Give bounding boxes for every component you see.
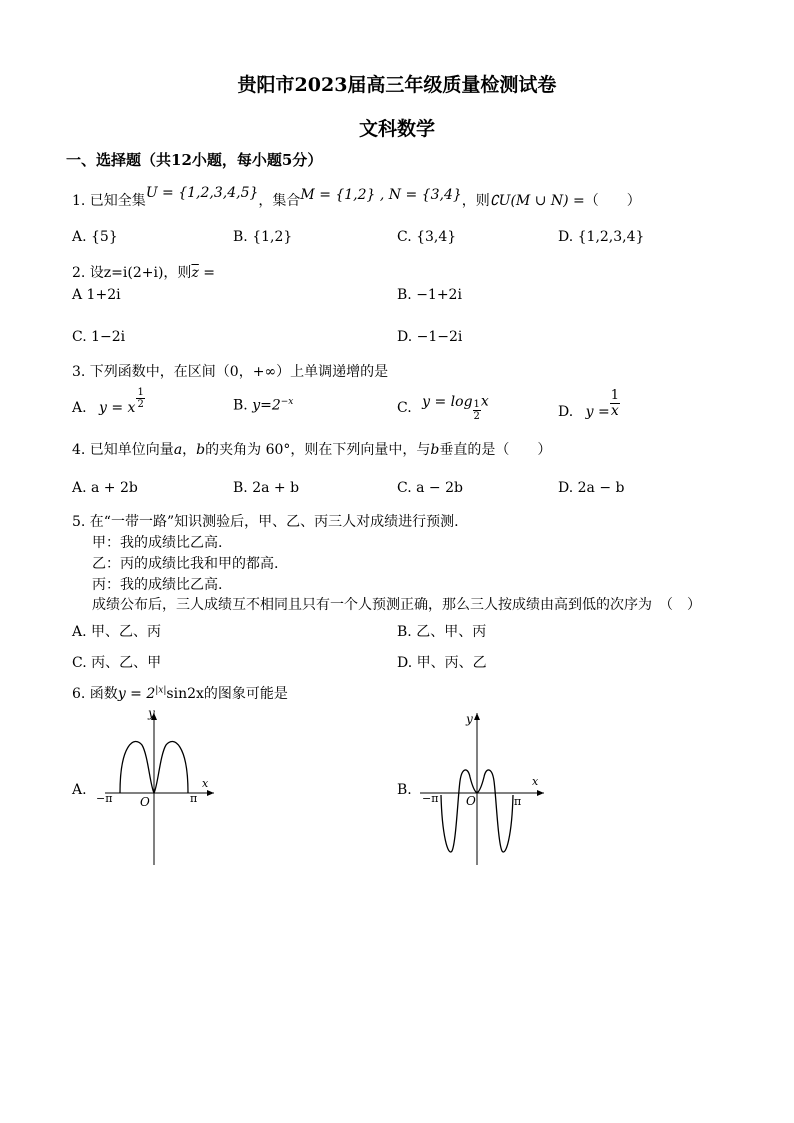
q4-vector-a: a (173, 442, 183, 458)
q6-graph-a (90, 705, 220, 870)
q1-expression: ∁U(M ∪ N) = (489, 193, 585, 209)
y-axis-label: y (466, 712, 473, 726)
q4-stem-b: 的夹角为 60°，则在下列向量中，与 (205, 442, 431, 458)
q1-stem-b: ，集合 (258, 193, 301, 209)
q3-label-d: D. (558, 403, 574, 420)
q3-a-exp-den: 2 (137, 398, 144, 410)
q5-line-4: 成绩公布后，三人成绩互不相同且只有一个人预测正确，那么三人按成绩由高到低的次序为 （ ） (92, 597, 701, 613)
y-axis-arrow (474, 713, 480, 720)
q2-option-a: A 1+2i (72, 287, 121, 303)
origin-label: O (466, 794, 476, 808)
question-4 (72, 439, 551, 459)
q3-label-a: A. (72, 400, 87, 416)
q3-a-base: y = x (99, 400, 136, 416)
question-3: 3. 下列函数中，在区间（0，+∞）上单调递增的是 (72, 364, 389, 380)
q3-a-exp-num: 1 (137, 386, 144, 398)
q3-c-arg: x (480, 393, 489, 410)
q3-label-c: C. (397, 399, 412, 416)
q3-b-base: y=2 (252, 397, 281, 414)
q2-equals: = (203, 265, 216, 281)
q3-a-exponent (136, 387, 144, 410)
q3-option-d (558, 388, 620, 419)
x-axis-label: x (532, 775, 539, 788)
q3-b-exponent: −x (280, 397, 294, 407)
q6-func-base: y = 2 (117, 686, 156, 702)
q5-line-3: 丙：我的成绩比乙高. (92, 577, 223, 593)
q4-separator: ， (182, 442, 197, 458)
q2-stem: 2. 设z=i(2+i)，则 (72, 265, 192, 281)
q5-line-1: 甲：我的成绩比乙高. (92, 535, 223, 551)
q1-option-a: A. {5} (72, 229, 118, 245)
q3-c-log: y = log (422, 393, 473, 410)
question-1 (72, 185, 641, 210)
q4-option-d: D. 2a − b (558, 480, 625, 496)
x-axis-arrow (207, 790, 214, 796)
neg-pi-label: −π (422, 792, 439, 805)
q3-c-base-den: 2 (473, 411, 480, 422)
q2-z-conjugate: $\overline{z}$ (191, 265, 199, 281)
q3-d-fraction (610, 388, 620, 419)
q3-d-den: x (610, 403, 619, 419)
q4-option-a: A. a + 2b (72, 480, 138, 496)
q6-func-exponent: |x| (155, 685, 167, 696)
q1-answer-paren: （ ） (584, 193, 641, 209)
q6-stem: 6. 函数 (72, 686, 118, 702)
q1-option-d: D. {1,2,3,4} (558, 229, 645, 245)
q6-graph-b (420, 705, 550, 870)
q2-option-d: D. −1−2i (397, 329, 463, 345)
q3-label-b: B. (233, 397, 248, 414)
exam-title: 贵阳市2023届高三年级质量检测试卷 (237, 74, 557, 96)
q6-option-b-label: B. (397, 782, 412, 798)
exam-subtitle: 文科数学 (358, 118, 435, 140)
q6-stem-b: 的图象可能是 (203, 686, 288, 702)
q4-vector-b-2: b (430, 442, 440, 458)
q3-option-a (72, 386, 145, 420)
q5-option-d: D. 甲、丙、乙 (397, 655, 487, 671)
q5-option-a: A. 甲、乙、丙 (72, 624, 162, 640)
q1-stem: 1. 已知全集 (72, 193, 146, 209)
q4-stem-c: 垂直的是（ ） (439, 442, 552, 458)
q1-option-b: B. {1,2} (233, 229, 293, 245)
q3-c-base-num: 1 (473, 399, 480, 410)
x-axis-label: x (202, 777, 209, 790)
neg-pi-label: −π (96, 792, 113, 805)
q3-d-num: 1 (610, 388, 620, 403)
q4-stem: 4. 已知单位向量 (72, 442, 174, 458)
q3-d-lhs: y = (585, 403, 610, 420)
q5-option-b: B. 乙、甲、丙 (397, 624, 487, 640)
q1-stem-c: ，则 (461, 193, 490, 209)
q1-sets-mn: M = {1,2} , N = {3,4} (300, 187, 462, 203)
q2-option-b: B. −1+2i (397, 287, 462, 303)
q4-option-c: C. a − 2b (397, 480, 463, 496)
pi-label: π (514, 795, 522, 808)
q5-option-c: C. 丙、乙、甲 (72, 655, 162, 671)
q3-c-base (473, 399, 481, 422)
pi-label: π (190, 792, 198, 805)
question-6 (72, 683, 288, 703)
x-axis-arrow (537, 790, 544, 796)
q6-func-sin: sin2x (166, 686, 204, 702)
q2-option-c: C. 1−2i (72, 329, 126, 345)
origin-label: O (140, 795, 150, 809)
section-heading: 一、选择题（共12小题，每小题5分） (66, 151, 323, 169)
q4-vector-b: b (196, 442, 206, 458)
q3-option-b (233, 397, 293, 414)
q1-universal-set: U = {1,2,3,4,5} (145, 185, 259, 201)
q4-option-b: B. 2a + b (233, 480, 300, 496)
question-2 (72, 262, 215, 282)
q6-option-a-label: A. (72, 782, 87, 798)
q3-option-c (397, 390, 489, 422)
q1-option-c: C. {3,4} (397, 229, 457, 245)
q5-line-2: 乙：丙的成绩比我和甲的都高. (92, 556, 279, 572)
y-axis-label: y (148, 706, 155, 720)
question-5: 5. 在“一带一路”知识测验后，甲、乙、丙三人对成绩进行预测. (72, 514, 459, 530)
